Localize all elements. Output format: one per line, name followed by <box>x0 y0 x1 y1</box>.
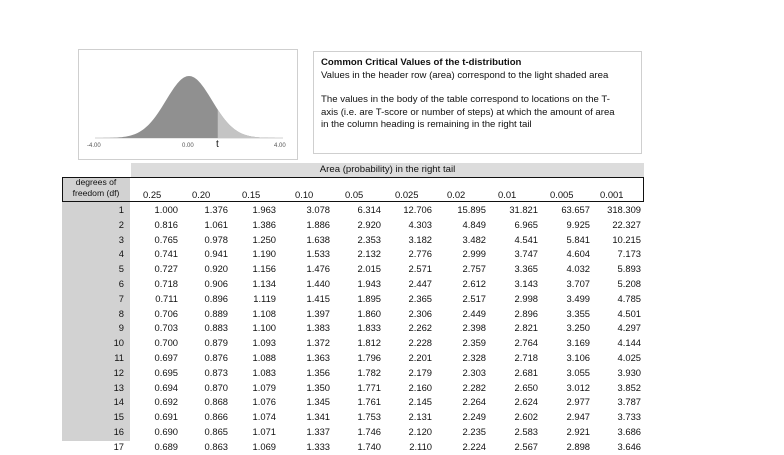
critical-value-cell: 2.262 <box>408 322 432 334</box>
critical-value-cell: 1.088 <box>252 352 276 363</box>
critical-value-cell: 0.692 <box>154 396 178 408</box>
critical-value-cell: 1.782 <box>357 366 381 378</box>
critical-value-cell: 2.132 <box>357 248 381 260</box>
critical-value-cell: 1.860 <box>357 307 381 319</box>
column-header-0_005: 0.005 <box>550 189 574 200</box>
column-header-0_02: 0.02 <box>447 189 466 200</box>
x-tick-label-right: 4.00 <box>274 143 286 149</box>
critical-value-cell: 2.624 <box>514 396 538 408</box>
critical-value-cell: 7.173 <box>617 248 641 260</box>
critical-value-cell: 2.110 <box>409 440 432 452</box>
critical-value-cell: 2.977 <box>566 396 590 408</box>
critical-value-cell: 1.093 <box>252 337 276 349</box>
critical-value-cell: 3.733 <box>617 411 641 423</box>
critical-value-cell: 0.889 <box>204 307 228 319</box>
critical-value-cell: 10.215 <box>612 233 641 245</box>
area-probability-header: Area (probability) in the right tail <box>131 163 644 177</box>
df-cell: 17 <box>113 440 124 452</box>
critical-value-cell: 4.849 <box>462 218 486 230</box>
description-line-4: in the column heading is remaining in the right tail <box>321 119 532 131</box>
critical-value-cell: 0.741 <box>154 248 178 260</box>
df-cell: 12 <box>113 366 124 378</box>
critical-value-cell: 0.906 <box>204 278 228 289</box>
critical-value-cell: 3.686 <box>617 426 641 437</box>
critical-value-cell: 1.061 <box>204 218 228 230</box>
critical-value-cell: 2.567 <box>514 440 538 452</box>
critical-value-cell: 2.920 <box>357 218 381 230</box>
critical-value-cell: 1.533 <box>306 248 330 260</box>
critical-value-cell: 1.440 <box>306 278 330 289</box>
critical-value-cell: 1.943 <box>357 278 381 289</box>
critical-value-cell: 0.863 <box>204 440 228 452</box>
critical-value-cell: 1.333 <box>306 440 330 452</box>
critical-value-cell: 63.657 <box>561 204 590 215</box>
critical-value-cell: 5.893 <box>617 263 641 275</box>
column-header-0_25: 0.25 <box>143 189 162 200</box>
critical-value-cell: 2.306 <box>408 307 432 319</box>
critical-value-cell: 3.250 <box>566 322 590 334</box>
critical-value-cell: 0.765 <box>154 233 178 245</box>
critical-value-cell: 2.145 <box>408 396 432 408</box>
column-header-0_20: 0.20 <box>192 189 211 200</box>
critical-value-cell: 0.697 <box>154 352 178 363</box>
critical-value-cell: 4.604 <box>566 248 590 260</box>
df-cell: 10 <box>113 337 124 349</box>
critical-value-cell: 12.706 <box>403 204 432 215</box>
critical-value-cell: 2.398 <box>462 322 486 334</box>
critical-value-cell: 0.695 <box>154 366 178 378</box>
critical-value-cell: 2.947 <box>566 411 590 423</box>
critical-value-cell: 1.397 <box>306 307 330 319</box>
critical-value-cell: 0.866 <box>204 411 228 423</box>
critical-value-cell: 2.282 <box>462 381 486 393</box>
critical-value-cell: 6.965 <box>514 218 538 230</box>
critical-value-cell: 2.303 <box>462 366 486 378</box>
critical-value-cell: 1.833 <box>357 322 381 334</box>
critical-value-cell: 0.691 <box>154 411 178 423</box>
critical-value-cell: 0.868 <box>204 396 228 408</box>
critical-value-cell: 6.314 <box>357 204 381 215</box>
critical-value-cell: 2.449 <box>462 307 486 319</box>
critical-value-cell: 2.365 <box>408 292 432 304</box>
critical-value-cell: 1.345 <box>306 396 330 408</box>
description-line-2: The values in the body of the table correspond to locations on the T- <box>321 94 610 106</box>
critical-value-cell: 2.131 <box>408 411 432 423</box>
critical-value-cell: 2.264 <box>462 396 486 408</box>
df-cell: 4 <box>118 248 124 260</box>
column-header-0_15: 0.15 <box>242 189 261 200</box>
right-tail-shaded-area <box>218 110 281 138</box>
critical-value-cell: 0.718 <box>154 278 178 289</box>
critical-value-cell: 1.337 <box>306 426 330 437</box>
critical-value-cell: 2.999 <box>462 248 486 260</box>
df-column-header <box>62 177 130 202</box>
critical-value-cell: 2.228 <box>408 337 432 349</box>
critical-value-cell: 2.757 <box>462 263 486 275</box>
critical-value-cell: 1.476 <box>306 263 330 275</box>
column-header-0_05: 0.05 <box>345 189 364 200</box>
critical-value-cell: 1.250 <box>252 233 276 245</box>
description-box <box>313 51 642 154</box>
critical-value-cell: 1.356 <box>306 366 330 378</box>
critical-value-cell: 0.876 <box>204 352 228 363</box>
critical-value-cell: 1.108 <box>252 307 276 319</box>
critical-value-cell: 0.703 <box>154 322 178 334</box>
critical-value-cell: 4.303 <box>408 218 432 230</box>
critical-value-cell: 1.771 <box>357 381 381 393</box>
df-cell: 9 <box>118 322 124 334</box>
curve-body-area <box>97 76 281 138</box>
description-line-1: Values in the header row (area) correspond to the light shaded area <box>321 69 609 81</box>
critical-value-cell: 2.571 <box>408 263 432 275</box>
critical-value-cell: 1.341 <box>306 411 330 423</box>
df-cell: 3 <box>118 233 124 245</box>
critical-value-cell: 1.069 <box>252 440 276 452</box>
critical-value-cell: 2.583 <box>514 426 538 437</box>
df-cell: 5 <box>118 263 124 275</box>
critical-value-cell: 2.681 <box>514 366 538 378</box>
critical-value-cell: 2.612 <box>462 278 486 289</box>
critical-value-cell: 2.896 <box>514 307 538 319</box>
df-cell: 2 <box>118 218 124 230</box>
description-title: Common Critical Values of the t-distribution <box>321 57 522 68</box>
critical-value-cell: 2.998 <box>514 292 538 304</box>
df-cell: 13 <box>113 381 124 393</box>
critical-value-cell: 3.499 <box>566 292 590 304</box>
critical-value-cell: 1.761 <box>357 396 381 408</box>
critical-value-cell: 1.083 <box>252 366 276 378</box>
critical-value-cell: 3.852 <box>617 381 641 393</box>
critical-value-cell: 3.012 <box>566 381 590 393</box>
critical-value-cell: 2.235 <box>462 426 486 437</box>
critical-value-cell: 0.694 <box>154 381 178 393</box>
df-cell: 6 <box>118 278 124 289</box>
critical-value-cell: 3.078 <box>306 204 330 215</box>
df-cell: 11 <box>114 352 124 363</box>
critical-value-cell: 2.517 <box>462 292 486 304</box>
critical-value-cell: 0.700 <box>154 337 178 349</box>
critical-value-cell: 2.249 <box>462 411 486 423</box>
description-line-3: axis (i.e. are T-score or number of steps) at which the amount of area <box>321 106 615 118</box>
critical-value-cell: 3.707 <box>566 278 590 289</box>
critical-value-cell: 2.201 <box>408 352 432 363</box>
critical-value-cell: 3.365 <box>514 263 538 275</box>
critical-value-cell: 0.941 <box>204 248 228 260</box>
critical-value-cell: 318.309 <box>607 204 641 215</box>
critical-value-cell: 1.740 <box>357 440 381 452</box>
critical-value-cell: 1.156 <box>252 263 276 275</box>
column-header-0_025: 0.025 <box>395 189 419 200</box>
critical-value-cell: 1.076 <box>252 396 276 408</box>
critical-value-cell: 1.895 <box>357 292 381 304</box>
critical-value-cell: 0.727 <box>154 263 178 275</box>
critical-value-cell: 1.383 <box>306 322 330 334</box>
critical-value-cell: 1.000 <box>154 204 178 215</box>
critical-value-cell: 2.764 <box>514 337 538 349</box>
critical-value-cell: 5.208 <box>617 278 641 289</box>
critical-value-cell: 1.350 <box>306 381 330 393</box>
critical-value-cell: 1.190 <box>252 248 276 260</box>
critical-value-cell: 0.920 <box>204 263 228 275</box>
critical-value-cell: 1.100 <box>252 322 276 334</box>
critical-value-cell: 3.143 <box>514 278 538 289</box>
critical-value-cell: 0.711 <box>155 292 178 304</box>
column-header-0_01: 0.01 <box>498 189 517 200</box>
critical-value-cell: 3.482 <box>462 233 486 245</box>
critical-value-cell: 9.925 <box>566 218 590 230</box>
critical-value-cell: 1.376 <box>204 204 228 215</box>
df-header-line-2: freedom (df) <box>72 188 120 198</box>
t-distribution-illustration <box>78 49 298 160</box>
critical-value-cell: 3.182 <box>408 233 432 245</box>
critical-value-cell: 2.328 <box>462 352 486 363</box>
critical-value-cell: 2.015 <box>357 263 381 275</box>
critical-value-cell: 0.873 <box>204 366 228 378</box>
critical-value-cell: 1.363 <box>306 352 330 363</box>
critical-value-cell: 31.821 <box>509 204 538 215</box>
critical-value-cell: 1.079 <box>252 381 276 393</box>
critical-value-cell: 1.134 <box>252 278 276 289</box>
critical-value-cell: 2.776 <box>408 248 432 260</box>
critical-value-cell: 0.883 <box>204 322 228 334</box>
critical-value-cell: 1.119 <box>253 292 276 304</box>
critical-value-cell: 0.879 <box>204 337 228 349</box>
column-header-0_001: 0.001 <box>600 189 624 200</box>
critical-value-cell: 2.224 <box>462 440 486 452</box>
critical-value-cell: 1.372 <box>306 337 330 349</box>
t-axis-label: t <box>216 139 219 150</box>
critical-value-cell: 0.706 <box>154 307 178 319</box>
critical-value-cell: 0.870 <box>204 381 228 393</box>
critical-value-cell: 2.179 <box>408 366 432 378</box>
critical-value-cell: 2.353 <box>357 233 381 245</box>
critical-value-cell: 3.787 <box>617 396 641 408</box>
df-cell: 16 <box>113 426 124 437</box>
critical-value-cell: 2.602 <box>514 411 538 423</box>
critical-value-cell: 0.690 <box>154 426 178 437</box>
critical-value-cell: 3.646 <box>617 440 641 452</box>
critical-value-cell: 1.074 <box>252 411 276 423</box>
critical-value-cell: 4.032 <box>566 263 590 275</box>
critical-value-cell: 2.160 <box>408 381 432 393</box>
critical-value-cell: 3.930 <box>617 366 641 378</box>
critical-value-cell: 3.106 <box>566 352 590 363</box>
df-cell: 15 <box>113 411 124 423</box>
critical-value-cell: 2.921 <box>566 426 590 437</box>
x-tick-label-left: -4.00 <box>87 143 101 149</box>
critical-value-cell: 0.896 <box>204 292 228 304</box>
df-cell: 1 <box>118 204 124 215</box>
critical-value-cell: 2.821 <box>514 322 538 334</box>
critical-value-cell: 0.865 <box>204 426 228 437</box>
critical-value-cell: 1.812 <box>357 337 381 349</box>
critical-value-cell: 3.747 <box>514 248 538 260</box>
critical-value-cell: 2.898 <box>566 440 590 452</box>
critical-value-cell: 4.297 <box>617 322 641 334</box>
df-cell: 7 <box>118 292 124 304</box>
critical-value-cell: 4.025 <box>617 352 641 363</box>
critical-value-cell: 1.963 <box>252 204 276 215</box>
critical-value-cell: 2.650 <box>514 381 538 393</box>
x-tick-label-center: 0.00 <box>182 143 194 149</box>
critical-value-cell: 1.796 <box>357 352 381 363</box>
critical-value-cell: 2.359 <box>462 337 486 349</box>
critical-value-cell: 0.689 <box>154 440 178 452</box>
critical-value-cell: 1.386 <box>252 218 276 230</box>
critical-value-cell: 3.055 <box>566 366 590 378</box>
column-header-0_10: 0.10 <box>295 189 314 200</box>
critical-value-cell: 4.785 <box>617 292 641 304</box>
critical-value-cell: 4.144 <box>617 337 641 349</box>
df-cell: 14 <box>113 396 124 408</box>
critical-value-cell: 0.816 <box>154 218 178 230</box>
df-header-line-1: degrees of <box>75 177 117 187</box>
critical-value-cell: 2.718 <box>514 352 538 363</box>
critical-value-cell: 3.169 <box>566 337 590 349</box>
critical-value-cell: 2.447 <box>408 278 432 289</box>
df-cell: 8 <box>118 307 124 319</box>
critical-value-cell: 1.886 <box>306 218 330 230</box>
critical-value-cell: 4.541 <box>514 233 538 245</box>
critical-value-cell: 2.120 <box>408 426 432 437</box>
critical-value-cell: 1.753 <box>357 411 381 423</box>
critical-value-cell: 22.327 <box>612 218 641 230</box>
critical-value-cell: 1.638 <box>306 233 330 245</box>
critical-value-cell: 1.746 <box>357 426 381 437</box>
critical-value-cell: 5.841 <box>566 233 590 245</box>
critical-value-cell: 1.071 <box>252 426 276 437</box>
critical-value-cell: 15.895 <box>457 204 486 215</box>
critical-value-cell: 0.978 <box>204 233 228 245</box>
critical-value-cell: 4.501 <box>617 307 641 319</box>
critical-value-cell: 1.415 <box>306 292 330 304</box>
critical-value-cell: 3.355 <box>566 307 590 319</box>
